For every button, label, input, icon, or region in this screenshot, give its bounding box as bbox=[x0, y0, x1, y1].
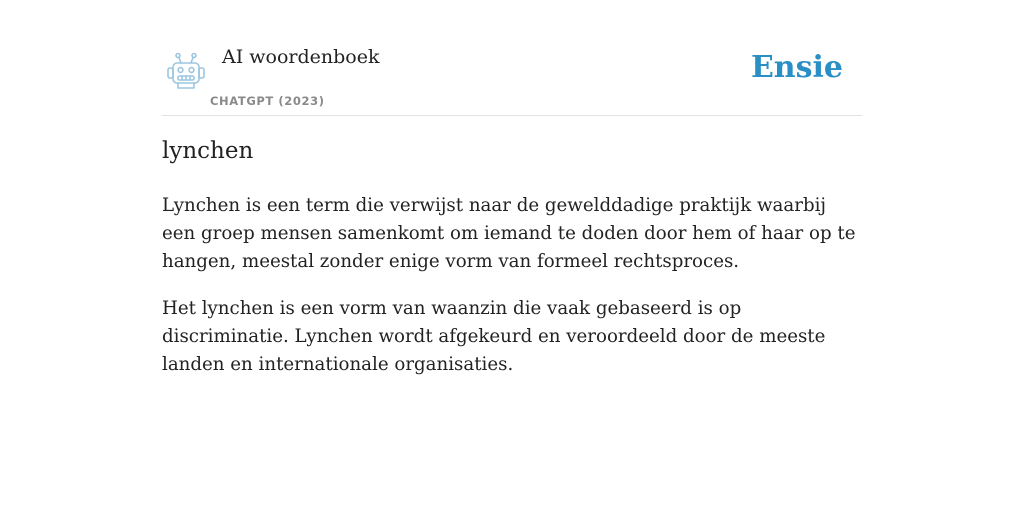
page-container bbox=[162, 0, 862, 375]
site-title[interactable]: AI woordenboek bbox=[222, 46, 380, 68]
entry-word: lynchen bbox=[162, 138, 254, 164]
robot-icon bbox=[166, 52, 206, 90]
source-label: CHATGPT (2023) bbox=[210, 94, 325, 108]
definition bbox=[162, 192, 862, 398]
header bbox=[162, 0, 862, 116]
definition-paragraph: Lynchen is een term die verwijst naar de gewelddadige praktijk waarbij een groep mensen samenkomt om iemand te doden door hem of haar op te hangen, meestal zonder enige vorm van formeel rechtsproces. bbox=[162, 195, 856, 272]
brand-logo[interactable]: Ensie bbox=[750, 50, 843, 85]
definition-paragraph: Het lynchen is een vorm van waanzin die vaak gebaseerd is op discriminatie. Lynchen wordt afgekeurd en veroordeeld door de meeste landen en internationale organisaties. bbox=[162, 298, 826, 375]
